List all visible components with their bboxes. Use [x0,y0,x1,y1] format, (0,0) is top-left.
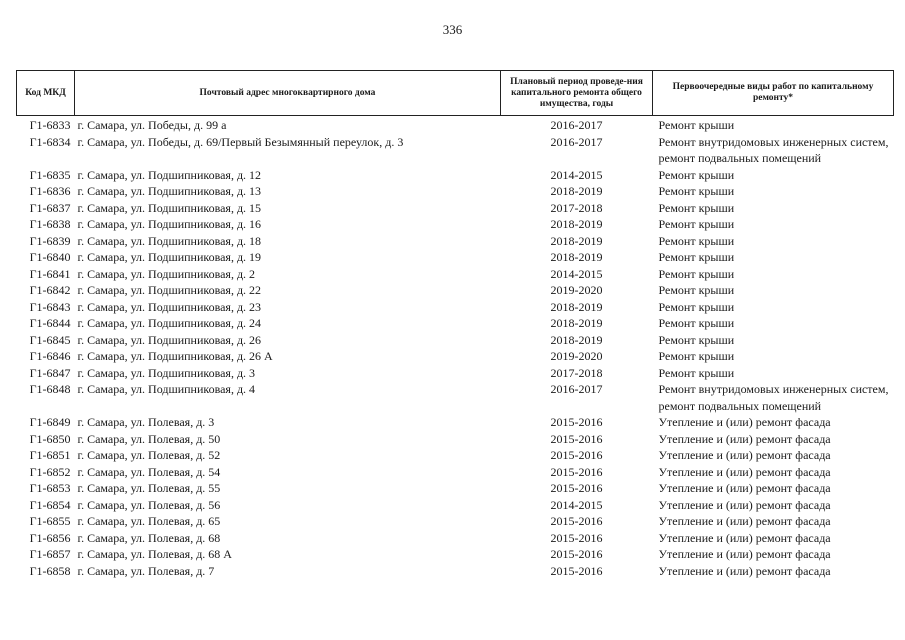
table-header [17,71,894,116]
cell-period: 2015-2016 [550,547,603,561]
table-row [17,497,894,514]
cell-code: Г1-6836 [29,184,71,198]
table-row [17,249,894,266]
table-row [17,134,894,167]
cell-code: Г1-6841 [29,266,71,281]
table-row [17,546,894,563]
cell-works: Ремонт крыши [658,316,735,330]
cell-code: Г1-6856 [29,530,71,545]
cell-address: г. Самара, ул. Полевая, д. 55 [77,481,221,495]
cell-code: Г1-6857 [29,547,71,561]
cell-address: г. Самара, ул. Подшипниковая, д. 26 [77,332,262,347]
header-period: Плановый период проведе-ния капитального ремонта общего имущества, годы [501,71,653,116]
cell-period: 2019-2020 [550,349,603,363]
table-row [17,167,894,184]
cell-period: 2018-2019 [550,250,603,264]
cell-code: Г1-6844 [29,316,71,330]
cell-code: Г1-6837 [29,200,71,215]
cell-address: г. Самара, ул. Подшипниковая, д. 3 [77,365,256,380]
table-row [17,216,894,233]
cell-code: Г1-6843 [29,299,71,314]
table-row [17,183,894,200]
cell-period: 2016-2017 [550,134,603,149]
cell-period: 2018-2019 [550,217,603,231]
cell-works: Утепление и (или) ремонт фасада [658,530,831,545]
cell-works: Ремонт крыши [658,200,735,215]
cell-address: г. Самара, ул. Подшипниковая, д. 15 [77,200,262,215]
cell-code: Г1-6840 [29,250,71,264]
cell-period: 2018-2019 [550,299,603,314]
cell-code: Г1-6839 [29,233,71,248]
cell-works: Ремонт крыши [658,167,735,182]
cell-works: Ремонт крыши [658,365,735,380]
table-row [17,513,894,530]
header-code: Код МКД [17,71,75,116]
table-row [17,282,894,299]
cell-code: Г1-6858 [29,563,71,578]
cell-period: 2017-2018 [550,365,603,380]
cell-period: 2015-2016 [550,514,603,528]
table-row [17,348,894,365]
table-row [17,447,894,464]
cell-address: г. Самара, ул. Подшипниковая, д. 23 [77,299,262,314]
cell-address: г. Самара, ул. Подшипниковая, д. 24 [77,316,262,330]
cell-works: Ремонт крыши [658,283,735,297]
cell-address: г. Самара, ул. Полевая, д. 50 [77,431,221,446]
cell-code: Г1-6838 [29,217,71,231]
cell-period: 2016-2017 [550,382,603,396]
cell-period: 2015-2016 [550,464,603,479]
registry-table [16,70,894,579]
cell-address: г. Самара, ул. Полевая, д. 54 [77,464,221,479]
cell-period: 2015-2016 [550,431,603,446]
cell-works: Ремонт крыши [658,184,735,198]
cell-address: г. Самара, ул. Победы, д. 99 а [77,118,227,132]
cell-code: Г1-6851 [29,448,71,462]
cell-works: Ремонт крыши [658,266,735,281]
cell-code: Г1-6845 [29,332,71,347]
cell-period: 2014-2015 [550,167,603,182]
cell-works: Ремонт крыши [658,217,735,231]
cell-address: г. Самара, ул. Полевая, д. 3 [77,415,215,429]
header-works: Первоочередные виды работ по капитальному ремонту* [653,71,894,116]
cell-address: г. Самара, ул. Подшипниковая, д. 18 [77,233,262,248]
cell-works: Ремонт крыши [658,332,735,347]
cell-period: 2019-2020 [550,283,603,297]
table-row [17,414,894,431]
table-row [17,116,894,134]
cell-period: 2018-2019 [550,233,603,248]
cell-address: г. Самара, ул. Подшипниковая, д. 26 А [77,349,273,363]
cell-works: Утепление и (или) ремонт фасада [658,431,831,446]
header-address: Почтовый адрес многоквартирного дома [75,71,501,116]
cell-works: Утепление и (или) ремонт фасада [658,547,831,561]
cell-works: Утепление и (или) ремонт фасада [658,497,831,512]
cell-period: 2015-2016 [550,563,603,578]
cell-address: г. Самара, ул. Полевая, д. 68 А [77,547,232,561]
page-number: 336 [442,22,463,37]
cell-works: Утепление и (или) ремонт фасада [658,464,831,479]
table-row [17,266,894,283]
cell-period: 2017-2018 [550,200,603,215]
cell-code: Г1-6848 [29,382,71,396]
cell-code: Г1-6835 [29,167,71,182]
table-row [17,233,894,250]
cell-works: Утепление и (или) ремонт фасада [658,514,831,528]
cell-code: Г1-6847 [29,365,71,380]
cell-works: Ремонт крыши [658,250,735,264]
cell-code: Г1-6853 [29,481,71,495]
table-row [17,365,894,382]
cell-period: 2016-2017 [550,118,603,132]
cell-address: г. Самара, ул. Подшипниковая, д. 2 [77,266,256,281]
table-row [17,464,894,481]
cell-code: Г1-6834 [29,134,71,149]
cell-code: Г1-6850 [29,431,71,446]
cell-works: Ремонт внутридомовых инженерных систем, ремонт подвальных помещений [658,134,889,165]
cell-address: г. Самара, ул. Подшипниковая, д. 13 [77,184,262,198]
cell-works: Ремонт крыши [658,233,735,248]
cell-code: Г1-6842 [29,283,71,297]
cell-works: Утепление и (или) ремонт фасада [658,481,831,495]
table-row [17,315,894,332]
cell-works: Ремонт крыши [658,349,735,363]
cell-address: г. Самара, ул. Полевая, д. 65 [77,514,221,528]
cell-address: г. Самара, ул. Победы, д. 69/Первый Безымянный переулок, д. 3 [77,134,404,149]
cell-address: г. Самара, ул. Полевая, д. 7 [77,563,215,578]
table-body [17,116,894,580]
cell-address: г. Самара, ул. Подшипниковая, д. 22 [77,283,262,297]
table-row [17,431,894,448]
cell-code: Г1-6852 [29,464,71,479]
cell-address: г. Самара, ул. Подшипниковая, д. 4 [77,382,256,396]
cell-period: 2014-2015 [550,266,603,281]
cell-address: г. Самара, ул. Полевая, д. 68 [77,530,221,545]
cell-period: 2018-2019 [550,184,603,198]
cell-period: 2014-2015 [550,497,603,512]
cell-works: Ремонт крыши [658,118,735,132]
cell-code: Г1-6855 [29,514,71,528]
cell-period: 2015-2016 [550,481,603,495]
cell-period: 2018-2019 [550,332,603,347]
cell-address: г. Самара, ул. Полевая, д. 52 [77,448,221,462]
cell-address: г. Самара, ул. Полевая, д. 56 [77,497,221,512]
cell-address: г. Самара, ул. Подшипниковая, д. 16 [77,217,262,231]
table-row [17,530,894,547]
cell-period: 2015-2016 [550,448,603,462]
cell-period: 2015-2016 [550,415,603,429]
table-row [17,381,894,414]
cell-code: Г1-6833 [29,118,71,132]
cell-code: Г1-6854 [29,497,71,512]
cell-code: Г1-6846 [29,349,71,363]
cell-address: г. Самара, ул. Подшипниковая, д. 19 [77,250,262,264]
table-row [17,299,894,316]
cell-period: 2015-2016 [550,530,603,545]
cell-code: Г1-6849 [29,415,71,429]
table-row [17,332,894,349]
header-row [17,71,894,116]
cell-works: Ремонт внутридомовых инженерных систем, ремонт подвальных помещений [658,382,889,413]
cell-address: г. Самара, ул. Подшипниковая, д. 12 [77,167,262,182]
cell-period: 2018-2019 [550,316,603,330]
cell-works: Утепление и (или) ремонт фасада [658,563,831,578]
table-row [17,563,894,580]
table-row [17,200,894,217]
table-row [17,480,894,497]
cell-works: Ремонт крыши [658,299,735,314]
cell-works: Утепление и (или) ремонт фасада [658,448,831,462]
cell-works: Утепление и (или) ремонт фасада [658,415,831,429]
